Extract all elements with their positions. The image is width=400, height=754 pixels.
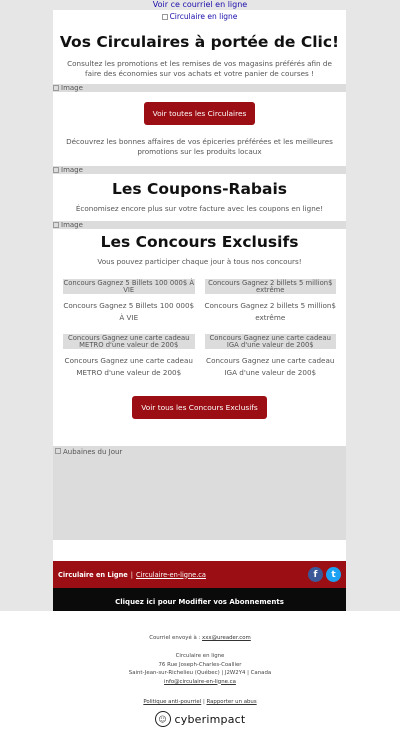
contest-text: Concours Gagnez une carte cadeau METRO d'une valeur de 200$ <box>64 356 193 377</box>
social-bar: Circulaire en Ligne | Circulaire-en-ligne.ca f t <box>53 561 346 588</box>
contest-item[interactable] <box>205 279 337 324</box>
hero-text: Consultez les promotions et les remises de vos magasins préférés afin de faire des économies sur vos achats et votre panier de courses ! <box>67 59 332 78</box>
contests-grid <box>53 279 346 379</box>
contest-item[interactable] <box>205 334 337 379</box>
company-city: Saint-Jean-sur-Richelieu (Québec) | J2W2Y4 | Canada <box>128 670 272 676</box>
contests-title: Les Concours Exclusifs <box>100 233 299 251</box>
logo-image[interactable] <box>53 10 346 23</box>
sent-email-link[interactable]: xxx@ureader.com <box>202 635 251 641</box>
hero-image: Image <box>53 84 346 92</box>
cyberimpact-icon: ☺ <box>155 711 171 727</box>
contest-image[interactable]: Concours Gagnez une carte cadeau METRO d'une valeur de 200$ <box>63 334 195 349</box>
brand-label: Circulaire en Ligne <box>58 570 128 579</box>
contest-text: Concours Gagnez 2 billets 5 million$ extrême <box>204 301 336 322</box>
site-link[interactable]: Circulaire-en-ligne.ca <box>136 570 206 579</box>
manage-subscriptions-button[interactable]: Cliquez ici pour Modifier vos Abonnements <box>53 588 346 615</box>
report-abuse-link[interactable]: Rapporter un abus <box>206 699 257 705</box>
coupons-image: Image <box>53 221 346 229</box>
view-contests-button[interactable]: Voir tous les Concours Exclusifs <box>132 396 267 419</box>
broken-image-icon <box>162 14 168 20</box>
contests-text: Vous pouvez participer chaque jour à tous nos concours! <box>97 257 302 266</box>
broken-image-icon <box>53 167 59 173</box>
hero-image-2: Image <box>53 166 346 174</box>
contest-image[interactable]: Concours Gagnez 2 billets 5 million$ extrême <box>205 279 337 294</box>
topbar <box>0 0 400 10</box>
broken-image-icon <box>53 222 59 228</box>
contest-item[interactable] <box>63 279 195 324</box>
cyberimpact-logo[interactable]: ☺ cyberimpact <box>0 711 400 727</box>
sent-label: Courriel envoyé à : <box>149 635 201 641</box>
company-address: 76 Rue Joseph-Charles-Coallier <box>158 661 242 668</box>
deals-image[interactable]: Aubaines du Jour <box>53 446 346 540</box>
company-name: Circulaire en ligne <box>175 653 225 659</box>
logo-alt-text: Circulaire en ligne <box>169 12 238 21</box>
footer: Courriel envoyé à : xxx@ureader.com Circulaire en ligne 76 Rue Joseph-Charles-Coallier Saint-Jean-sur-Richelieu (Québec) | J2W2Y4 | Canada info@circulaire-en-ligne.ca Politique anti-pourriel | Rapporter un abus ☺ cyberimpact <box>0 611 400 754</box>
broken-image-icon <box>55 448 61 454</box>
broken-image-icon <box>53 85 59 91</box>
contest-item[interactable] <box>63 334 195 379</box>
view-online-link[interactable]: Voir ce courriel en ligne <box>152 0 248 9</box>
contest-text: Concours Gagnez une carte cadeau IGA d'une valeur de 200$ <box>206 356 335 377</box>
hero-text-2: Découvrez les bonnes affaires de vos épiceries préférées et les meilleures promotions sur les produits locaux <box>66 137 333 156</box>
contest-image[interactable]: Concours Gagnez une carte cadeau IGA d'une valeur de 200$ <box>205 334 337 349</box>
hero-title: Vos Circulaires à portée de Clic! <box>59 33 340 51</box>
contest-image[interactable]: Concours Gagnez 5 Billets 100 000$ À VIE <box>63 278 194 294</box>
facebook-icon[interactable]: f <box>308 567 323 582</box>
coupons-text: Économisez encore plus sur votre facture avec les coupons en ligne! <box>75 204 324 213</box>
email-card <box>53 10 346 615</box>
twitter-icon[interactable]: t <box>326 567 341 582</box>
contest-text: Concours Gagnez 5 Billets 100 000$ À VIE <box>63 301 195 322</box>
coupons-title: Les Coupons-Rabais <box>112 180 287 198</box>
contact-email-link[interactable]: info@circulaire-en-ligne.ca <box>164 678 236 685</box>
antispam-link[interactable]: Politique anti-pourriel <box>143 699 202 705</box>
view-circulars-button[interactable]: Voir toutes les Circulaires <box>144 102 256 125</box>
